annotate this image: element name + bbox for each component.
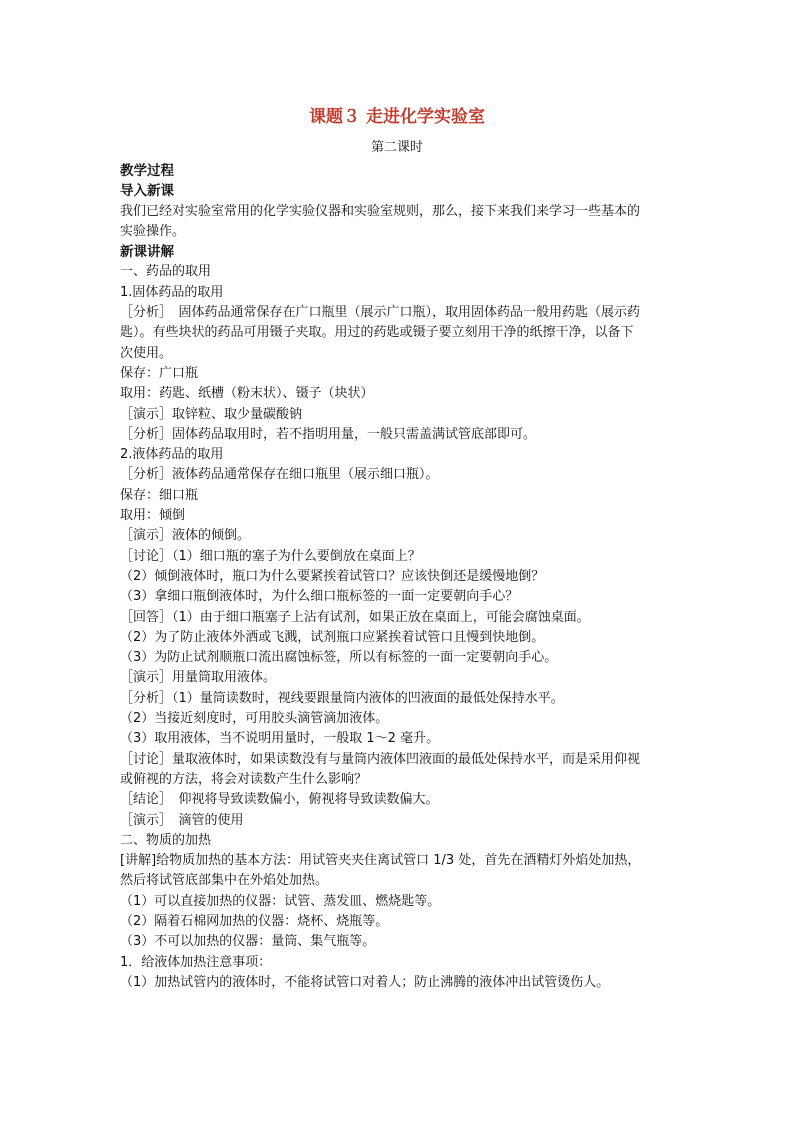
body-line: ［演示］用量筒取用液体。 xyxy=(120,670,277,686)
body-line: 取用：药匙、纸槽（粉末状）、镊子（块状） xyxy=(120,386,374,402)
body-line: 我们已经对实验室常用的化学实验仪器和实验室规则，那么，接下来我们来学习一些基本的 xyxy=(120,203,641,219)
body-line: （3）为防止试剂顺瓶口流出腐蚀标签，所以有标签的一面一定要朝向手心。 xyxy=(120,650,558,666)
body-line: ［演示］取锌粒、取少量碳酸钠 xyxy=(120,406,303,422)
body-line: ［演示］ 滴管的使用 xyxy=(120,812,244,828)
body-line: ［分析］（1）量筒读数时，视线要跟量筒内液体的凹液面的最低处保持水平。 xyxy=(120,690,564,706)
document-body xyxy=(120,161,686,993)
body-line: 保存：广口瓶 xyxy=(120,365,199,381)
document-title: 课题３ 走进化学实验室 xyxy=(309,107,485,127)
body-line: （1）可以直接加热的仪器：试管、蒸发皿、燃烧匙等。 xyxy=(120,893,441,909)
body-line: （1）加热试管内的液体时，不能将试管口对着人；防止沸腾的液体冲出试管烫伤人。 xyxy=(120,974,610,990)
body-line: （2）当接近刻度时，可用胶头滴管滴加液体。 xyxy=(120,711,389,727)
section-heading: 教学过程 xyxy=(120,163,174,179)
body-line: ［讨论］量取液体时，如果读数没有与量筒内液体凹液面的最低处保持水平，而是采用仰视 xyxy=(120,751,641,767)
body-line: （3）不可以加热的仪器：量筒、集气瓶等。 xyxy=(120,934,376,950)
section-heading: 导入新课 xyxy=(120,183,174,200)
body-line: （3）拿细口瓶倒液体时，为什么细口瓶标签的一面一定要朝向手心？ xyxy=(120,589,519,605)
body-line: 然后将试管底部集中在外焰处加热。 xyxy=(120,873,329,889)
body-line: （2）倾倒液体时，瓶口为什么要紧挨着试管口？应该快倒还是缓慢地倒？ xyxy=(120,568,545,584)
body-line: 1.固体药品的取用 xyxy=(120,284,224,300)
body-line: （2）隔着石棉网加热的仪器：烧杯、烧瓶等。 xyxy=(120,913,389,929)
section-heading: 新课讲解 xyxy=(120,244,174,261)
body-line: 实验操作。 xyxy=(120,223,186,239)
document-subtitle: 第二课时 xyxy=(370,140,423,155)
body-line: ［讨论］（1）细口瓶的塞子为什么要倒放在桌面上？ xyxy=(120,548,421,564)
body-line: ［回答］（1）由于细口瓶塞子上沾有试剂，如果正放在桌面上，可能会腐蚀桌面。 xyxy=(120,609,590,625)
body-line: ［分析］固体药品取用时，若不指明用量，一般只需盖满试管底部即可。 xyxy=(120,426,537,442)
body-line: （3）取用液体，当不说明用量时，一般取 1～2 毫升。 xyxy=(120,731,440,747)
body-line: （2）为了防止液体外洒或飞溅，试剂瓶口应紧挨着试管口且慢到快地倒。 xyxy=(120,629,545,645)
body-line: 2.液体药品的取用 xyxy=(120,447,224,463)
body-line: 或俯视的方法，将会对读数产生什么影响？ xyxy=(120,771,368,787)
body-line: 一、药品的取用 xyxy=(120,264,212,280)
body-line: [讲解]给物质加热的基本方法：用试管夹夹住离试管口 1/3 处，首先在酒精灯外焰处加热， xyxy=(120,853,641,869)
body-line: 匙）。有些块状的药品可用镊子夹取。用过的药匙或镊子要立刻用干净的纸擦干净，以备下 xyxy=(120,325,634,341)
body-line: 次使用。 xyxy=(120,345,173,361)
body-line: 1．给液体加热注意事项： xyxy=(120,954,272,970)
body-line: 保存：细口瓶 xyxy=(120,487,199,503)
body-line: ［分析］ 固体药品通常保存在广口瓶里（展示广口瓶），取用固体药品一般用药匙（展示药 xyxy=(120,305,641,321)
body-line: 取用：倾倒 xyxy=(120,508,186,524)
body-line: ［分析］液体药品通常保存在细口瓶里（展示细口瓶）。 xyxy=(120,467,439,483)
body-line: ［演示］液体的倾倒。 xyxy=(120,528,251,544)
body-line: 二、物质的加热 xyxy=(120,832,212,848)
body-line: ［结论］ 仰视将导致读数偏小，俯视将导致读数偏大。 xyxy=(120,792,439,808)
